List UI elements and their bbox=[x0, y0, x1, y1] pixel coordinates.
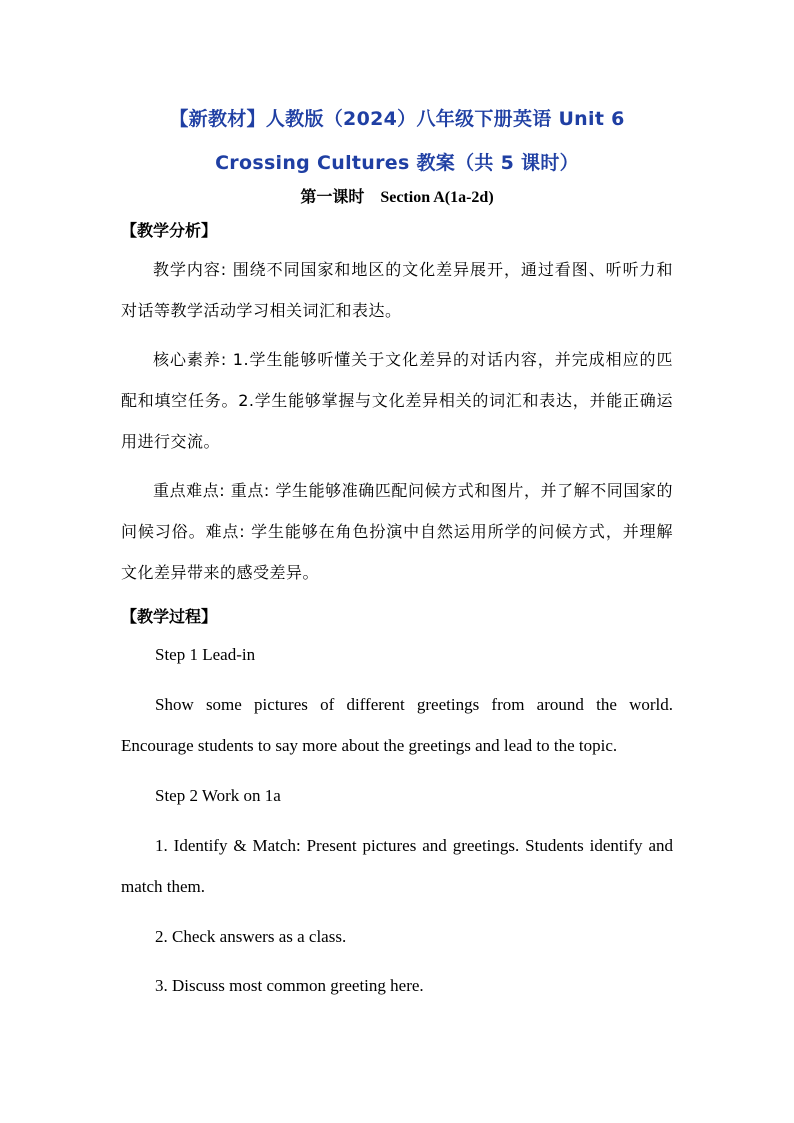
step1-heading: Step 1 Lead-in bbox=[155, 645, 256, 664]
step2-heading: Step 2 Work on 1a bbox=[155, 786, 281, 805]
step2-item-3: 3. Discuss most common greeting here. bbox=[155, 976, 424, 995]
step2-item-1: 1. Identify & Match: Present pictures and greetings. Students identify and match them. bbox=[121, 836, 673, 896]
analysis-core: 核心素养: 1.学生能够听懂关于文化差异的对话内容，并完成相应的匹配和填空任务。2.学生能够掌握与文化差异相关的词汇和表达，并能正确运用进行交流。 bbox=[121, 350, 673, 451]
lesson-subtitle: 第一课时 Section A(1a-2d) bbox=[300, 189, 494, 206]
step2-item-2: 2. Check answers as a class. bbox=[155, 927, 347, 946]
title-line-1: 【新教材】人教版（2024）八年级下册英语 Unit 6 bbox=[169, 108, 625, 130]
analysis-heading: 【教学分析】 bbox=[121, 221, 218, 240]
process-heading: 【教学过程】 bbox=[121, 607, 218, 626]
step1-text: Show some pictures of different greetings from around the world. Encourage students to say more about the greetings and lead to the topic. bbox=[121, 695, 673, 755]
analysis-content: 教学内容: 围绕不同国家和地区的文化差异展开，通过看图、听听力和对话等教学活动学习相关词汇和表达。 bbox=[121, 260, 673, 320]
document-title bbox=[121, 0, 673, 185]
title-line-2: Crossing Cultures 教案（共 5 课时） bbox=[215, 152, 579, 174]
analysis-key: 重点难点: 重点: 学生能够准确匹配问候方式和图片，并了解不同国家的问候习俗。难点: 学生能够在角色扮演中自然运用所学的问候方式，并理解文化差异带来的感受差异。 bbox=[121, 481, 673, 582]
